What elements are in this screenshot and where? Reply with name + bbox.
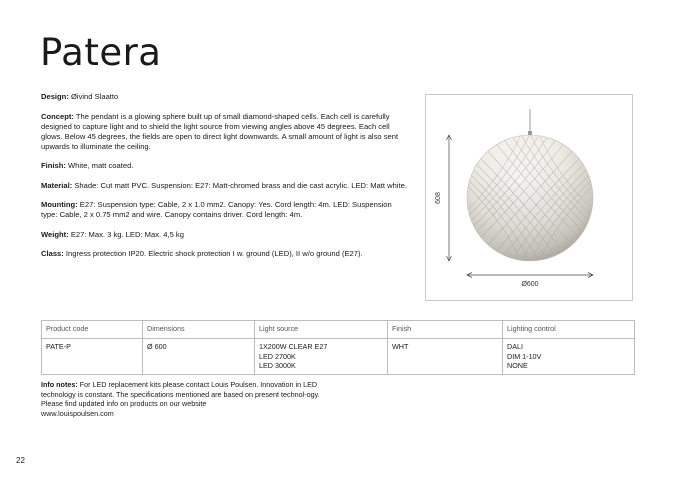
spec-material: Material: Shade: Cut matt PVC. Suspension: E27: Matt-chromed brass and die cast acrylic. LED: Matt white. — [41, 180, 407, 190]
header-dimensions: Dimensions — [143, 321, 255, 339]
width-label: Ø600 — [521, 281, 539, 288]
height-dimension — [447, 135, 452, 261]
website-link[interactable]: www.louispoulsen.com — [41, 408, 114, 418]
page-number: 22 — [16, 456, 25, 465]
height-label: 608 — [435, 192, 442, 204]
table-header-row — [42, 321, 635, 339]
spec-class: Class: Ingress protection IP20. Electric shock protection I w. ground (LED), II w/o ground (E27). — [41, 249, 363, 258]
spec-weight: Weight: E27: Max. 3 kg. LED: Max. 4,5 kg — [41, 229, 184, 239]
spec-design: Design: Øivind Slaatto — [41, 92, 119, 101]
spec-concept: Concept: The pendant is a glowing sphere built up of small diamond-shaped cells. Each cell is carefully designed to capture light and to shield the light source from viewing angles above 45 degrees. Each cell glows. Below 45 degrees, the fields are open to direct light downwards. A small amount of light is also sent upwards to illuminate the ceiling. — [41, 111, 399, 151]
lamp-illustration — [426, 95, 634, 302]
cell-light-source: 1X200W CLEAR E27 LED 2700K LED 3000K — [255, 339, 388, 375]
spec-mounting: Mounting: E27: Suspension type: Cable, 2 x 1.0 mm2. Canopy: Yes. Cord length: 4m. LED: Suspension type: Cable, 2 x 0.75 mm2 and wire. Canopy contains driver. Cord length: 4m. — [41, 200, 392, 219]
cell-product-code: PATE-P — [42, 339, 143, 375]
spec-finish: Finish: White, matt coated. — [41, 161, 134, 170]
product-title: Patera — [40, 31, 162, 74]
spec-list — [41, 92, 407, 269]
cell-dimensions: Ø 600 — [143, 339, 255, 375]
diamond-cell-pattern — [426, 135, 634, 261]
cell-lighting-control: DALI DIM 1-10V NONE — [503, 339, 635, 375]
header-finish: Finish — [388, 321, 503, 339]
product-drawing — [425, 94, 633, 301]
header-product-code: Product code — [42, 321, 143, 339]
info-notes: Info notes: For LED replacement kits please contact Louis Poulsen. Innovation in LED technology is constant. The specifications mentioned are based on present technol-ogy. Please find updated info on products on our website www.louispoulsen.com — [41, 380, 320, 418]
header-light-source: Light source — [255, 321, 388, 339]
table-row — [42, 339, 635, 375]
product-table — [41, 320, 635, 375]
header-lighting-control: Lighting control — [503, 321, 635, 339]
width-dimension — [467, 273, 593, 278]
cell-finish: WHT — [388, 339, 503, 375]
